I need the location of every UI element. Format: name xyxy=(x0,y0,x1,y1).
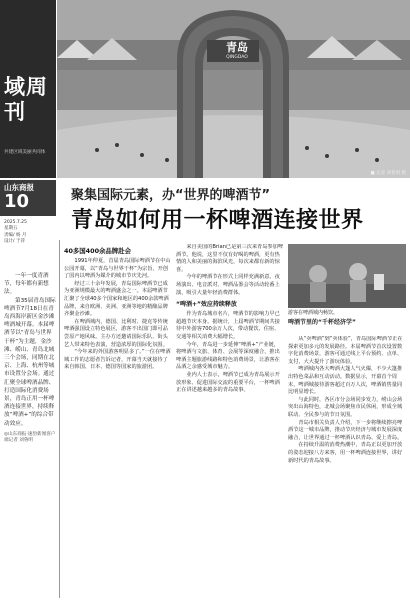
column-divider xyxy=(59,240,60,598)
inset-caption xyxy=(288,310,406,326)
article-paragraph: 在啤酒城内，德国、比利时、捷克等传统啤酒强国设立特色展区，游客不出国门即可品尝原产地风味。主办方还邀请国际乐队、街头艺人带来特色表演，营造浓厚的国际化氛围。 xyxy=(64,318,168,348)
photo-caption: ■ 记者 刘鲁明 摄 xyxy=(370,171,406,176)
beer-sign-text: 青岛 xyxy=(226,41,248,54)
edition-editor: 责编/ 杨 月 xyxy=(4,232,27,238)
intro-paragraph: 第35届青岛国际啤酒节7月18日在青岛西海岸新区金沙滩啤酒城开幕。本届啤酒节以“青岛与世界干杯”为主题，金沙滩、崂山、青岛北城三个会场，同期在北京、上海、杭州等城市设置分会场。通过汇聚全球啤酒品牌、打造国际化消费场景，青岛正用一杯啤酒连接世界，持续释放“啤酒+”的综合带动效应。 xyxy=(4,297,56,427)
inset-photo xyxy=(288,244,406,308)
article-column-3 xyxy=(288,336,406,598)
article-column-1 xyxy=(64,244,172,598)
article-paragraph: 啤酒城内各大啤酒大篷人气火爆，不少大篷推出特色菜品和互动活动。数据显示，开幕首个周末，啤酒城接待游客超过百万人次，啤酒销售量同比明显增长。 xyxy=(288,366,403,396)
intro-column xyxy=(4,272,56,598)
paper-name: 山东商报 xyxy=(4,183,34,192)
edition-date: 2025.7.25 xyxy=(4,220,27,225)
beer-sign-subtext: QINGDAO xyxy=(226,55,248,60)
section-heading: “啤酒+”效应持续释放 xyxy=(176,301,237,309)
article-paragraph: 从“卖啤酒”到“卖体验”，青岛国际啤酒节正在探索更加多元的发展路径。本届啤酒节首次设置数字化消费场景，游客可通过线上平台预约、点单、支付，大大提升了游玩体验。 xyxy=(288,336,403,365)
inset-caption-title: 啤酒节里的“千杯经济学” xyxy=(288,319,356,326)
page-number: 10 xyxy=(4,191,30,212)
article-paragraph: 业内人士表示，啤酒节已成为青岛展示开放形象、促进国际交流的重要平台，一杯啤酒正在讲述越来越多的青岛故事。 xyxy=(176,371,280,394)
edition-weekday: 星期五 xyxy=(4,226,18,232)
kicker: 聚集国际元素，办“世界的啤酒节” xyxy=(71,188,271,203)
article-paragraph: 今年的啤酒节在形式上同样充满新意。夜场演出、电音派对、啤酒品鉴会等活动轮番上演，吸引大量年轻消费群体。 xyxy=(176,274,280,296)
edition-box xyxy=(0,180,56,216)
article-paragraph: 1991年仲夏，首届青岛国际啤酒节在中山公园开幕，以“青岛与世界干杯”为宗旨，开创了国内以啤酒为媒介的城市节庆先河。 xyxy=(64,258,171,280)
masthead-title: 域周刊 xyxy=(4,74,48,124)
article-paragraph: 来自美国的Brian已是第三次来青岛参加啤酒节。他说，这里不仅有好喝的啤酒，更有热情的人和美丽的海滨风光，每次来都有新的惊喜。 xyxy=(176,244,283,273)
inset-caption-text: 游客在啤酒城内畅饮。 xyxy=(288,310,339,316)
article-paragraph: 经过三十余年发展，青岛国际啤酒节已成为亚洲规模最大的啤酒盛会之一。本届啤酒节汇聚了全球40多个国家和地区的400余款啤酒品牌，来自欧洲、美洲、亚洲等地的精酿品牌齐聚金沙滩。 xyxy=(64,280,169,318)
article-paragraph: 今年，青岛进一步延伸“啤酒+”产业链，将啤酒与文旅、体育、会展等深度融合，推出啤酒主题旅游线路和特色消费场景，让游客在品酒之余感受城市魅力。 xyxy=(176,341,280,371)
section-heading: 40多国400余品牌赴会 xyxy=(64,247,131,255)
byline: ◎山东商报·速豹新闻客户端记者 刘鲁明 xyxy=(4,431,56,443)
masthead xyxy=(0,0,56,178)
masthead-subtitle: 共建区域美丽共同体 xyxy=(4,150,46,155)
edition-designer: 设计/ 于萍 xyxy=(4,239,25,245)
article-paragraph: 与此同时，各区市分会场同步发力，崂山会场突出山海特色，北城会场聚焦市民休闲，形成全城联动、全民参与的节日氛围。 xyxy=(288,396,403,418)
headline: 青岛如何用一杯啤酒连接世界 xyxy=(71,208,364,233)
article-paragraph: 在持续升温的消费热潮中，青岛正以更加开放的姿态迎接八方来客，用一杯啤酒连接世界，讲好新时代的青岛故事。 xyxy=(288,442,403,464)
lead-photo-image xyxy=(57,0,410,178)
edition-meta xyxy=(4,220,54,246)
article-paragraph: 青岛市相关负责人介绍，下一步将继续擦亮啤酒节这一城市品牌，推动节庆经济与城市发展深度融合，让世界通过一杯啤酒认识青岛、爱上青岛。 xyxy=(288,419,403,441)
inset-photo-image xyxy=(288,244,406,308)
intro-paragraph: 一年一度青酒节，每年都有新想法。 xyxy=(4,273,49,296)
article-column-2 xyxy=(176,244,284,598)
article-paragraph: “今年来的外国游客明显多了。”一位在啤酒城工作的志愿者告诉记者，开幕当天就接待了来自韩国、日本、德国等国家的旅游团。 xyxy=(64,349,171,371)
article-paragraph: 作为青岛城市名片，啤酒节的影响力早已超越节庆本身。据统计，上届啤酒节期间共接待中外游客700余万人次，带动餐饮、住宿、交通等相关消费大幅增长。 xyxy=(176,311,280,340)
lead-photo xyxy=(57,0,410,178)
